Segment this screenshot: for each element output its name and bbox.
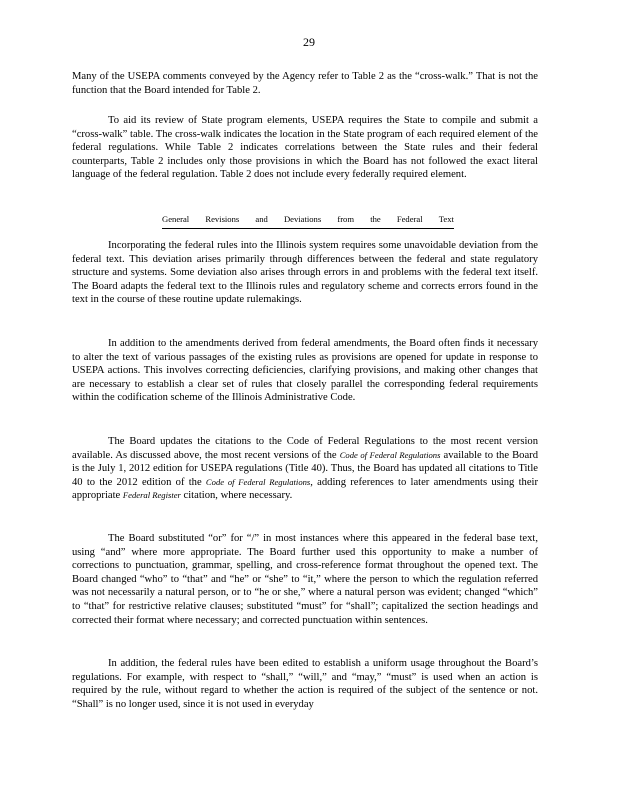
heading-word: from <box>337 214 355 224</box>
section-heading <box>162 213 454 229</box>
citation-text: available to the Board is the July 1, 2012 edition for USEPA regulations (Title 40). Thus, the Board has updated all citations to Title 40 to the 2012 edition of the <box>72 449 538 488</box>
paragraph-cross-walk-table: To aid its review of State program elements, USEPA requires the State to compile and submit a “cross-walk” table. The cross-walk indicates the location in the State program of each required element of the federal regulations. While Table 2 indicates correlations between the State rules and their federal counterparts, Table 2 includes only those provisions in which the Board has not followed the exact literal language of the federal regulation. Table 2 does not include every federally required element. <box>72 115 538 181</box>
paragraph-substitutions: The Board substituted “or” for “/” in most instances where this appeared in the federal base text, using “and” where more appropriate. The Board further used this opportunity to make a number of corrections to punctuation, grammar, spelling, and cross-reference format throughout the opened text. The Board changed “who” to “that” and “he” or “she” to “it,” where the person to which the regulation referred was not necessarily a natural person, or to “he or she,” where a natural person was evident; changed “which” to “that” for restrictive relative clauses; substituted “must” for “shall”; capitalized the section headings and corrected their format where necessary; and corrected punctuation within sentences. <box>72 533 538 626</box>
page-number: 29 <box>303 35 315 49</box>
cfr-title: Code of Federal Regulations <box>205 476 311 487</box>
cfr-title: Code of Federal Regulations <box>339 449 441 460</box>
heading-word: Deviations <box>283 214 322 224</box>
paragraph-incorporating: Incorporating the federal rules into the Illinois system requires some unavoidable deviation from the federal text. This deviation arises primarily through differences between the federal and state regulatory structure and systems. Some deviation also arises through errors in and problems with the federal text itself. The Board adapts the federal text to the Illinois rules and regulatory scheme and corrects errors found in the text in the course of these routine update rulemakings. <box>72 240 538 306</box>
citation-text: , adding references to later amendments using their appropriate <box>72 476 538 502</box>
paragraph-citations <box>72 435 538 503</box>
heading-word: Federal <box>396 214 423 224</box>
heading-word: Revisions <box>205 214 240 224</box>
heading-word: Text <box>438 214 454 224</box>
citation-text: The Board updates the citations to the Code of Federal Regulations to the most recent version available. As discussed above, the most recent versions of the <box>72 436 538 461</box>
heading-word: the <box>370 214 381 224</box>
heading-word: and <box>255 214 268 224</box>
federal-register-title: Federal Register <box>122 490 181 501</box>
paragraph-amendments: In addition to the amendments derived from federal amendments, the Board often finds it necessary to alter the text of various passages of the existing rules as provisions are opened for update in response to USEPA actions. This involves correcting deficiencies, clarifying provisions, and making other changes that are necessary to establish a clear set of rules that closely parallel the corresponding federal requirements within the codification scheme of the Illinois Administrative Code. <box>72 338 538 404</box>
heading-word: General <box>162 214 190 224</box>
paragraph-cross-walk-note: Many of the USEPA comments conveyed by the Agency refer to Table 2 as the “cross-walk.” That is not the function that the Board intended for Table 2. <box>72 71 538 96</box>
citation-text: citation, where necessary. <box>180 490 293 502</box>
paragraph-uniform-usage: In addition, the federal rules have been edited to establish a uniform usage throughout the Board’s regulations. For example, with respect to “shall,” “will,” and “may,” “must” is used when an action is required by the rule, without regard to whether the action is required of the subject of the sentence or not. “Shall” is no longer used, since it is not used in everyday <box>72 658 538 710</box>
